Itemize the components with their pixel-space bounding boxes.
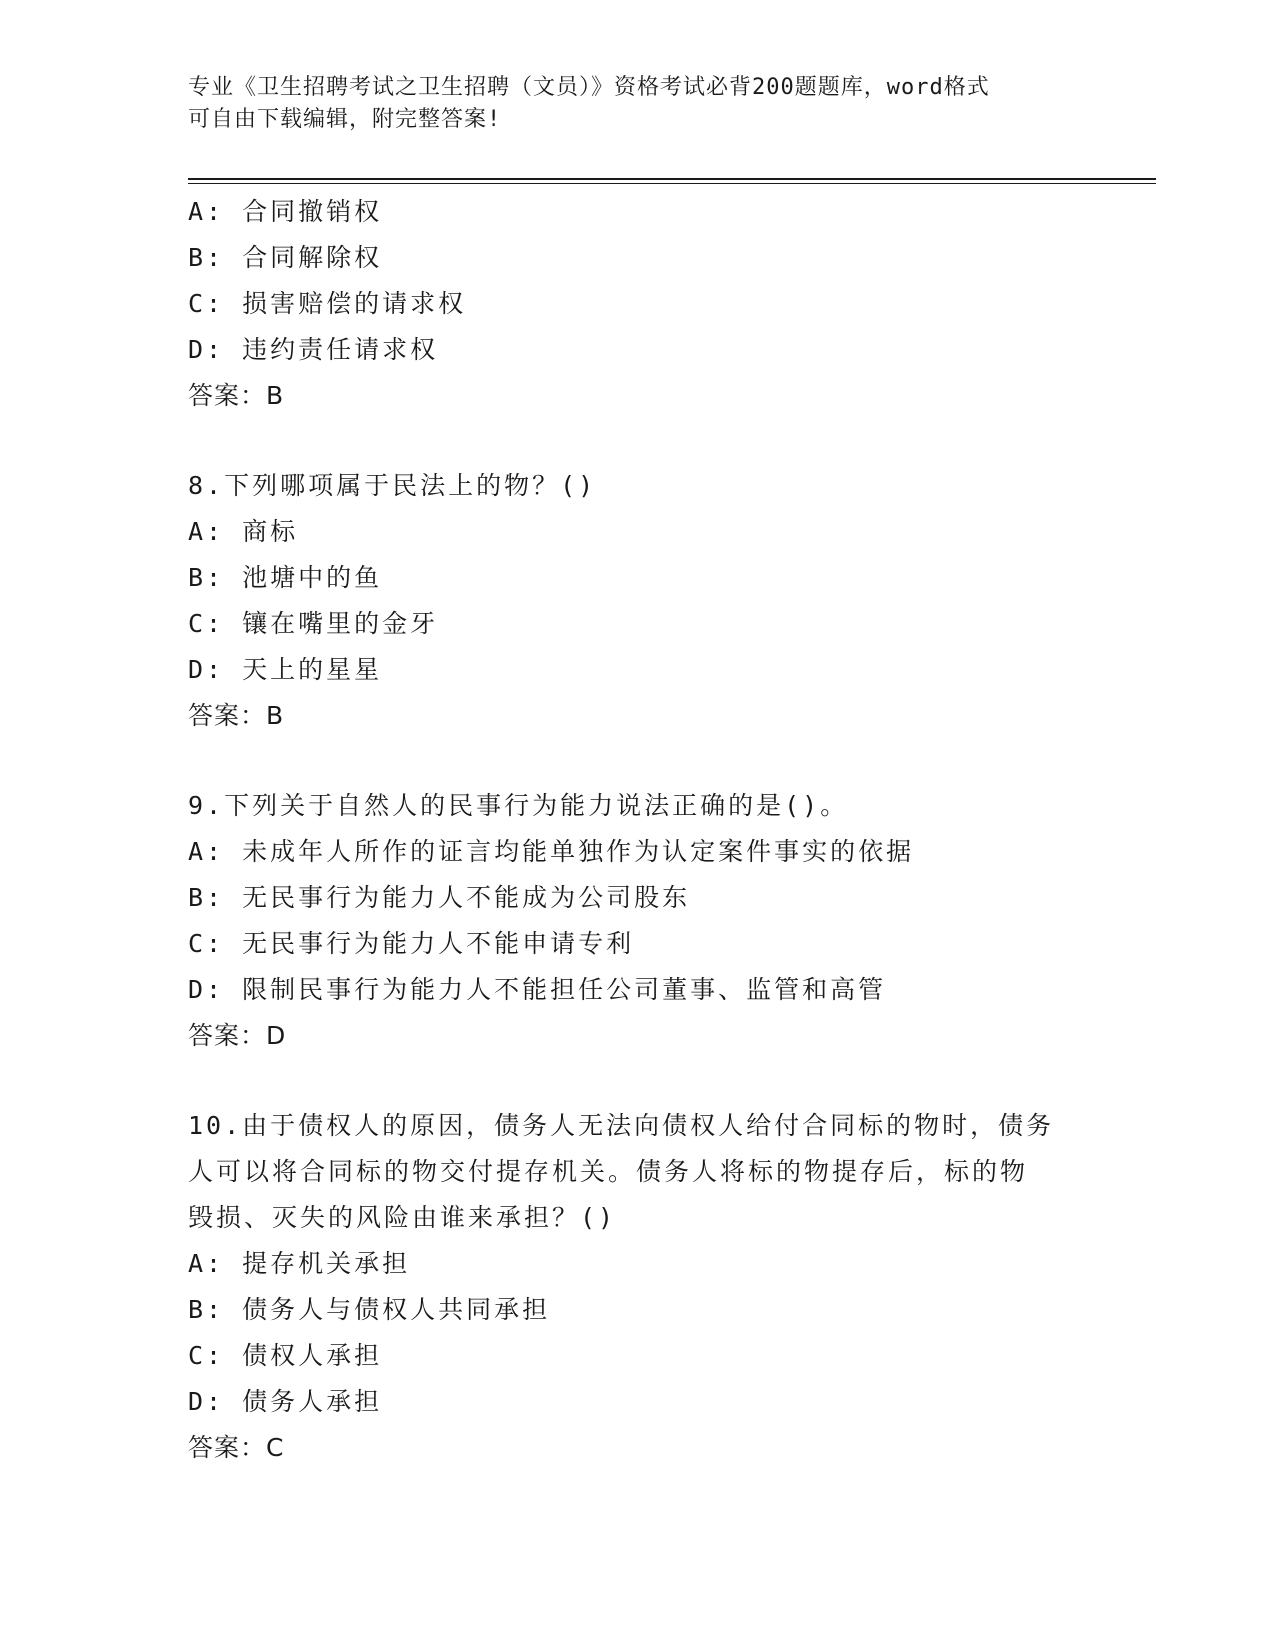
q10-option-d: D: 债务人承担	[188, 1387, 383, 1416]
q9-option-c: C: 无民事行为能力人不能申请专利	[188, 929, 635, 958]
question-7	[188, 189, 1088, 419]
q10-option-c: C: 债权人承担	[188, 1341, 383, 1370]
header-divider-thin	[188, 183, 1156, 184]
spacer	[188, 739, 1088, 783]
q8-answer: 答案：B	[188, 701, 285, 730]
document-header	[188, 72, 1068, 136]
q7-answer: 答案：B	[188, 381, 285, 410]
q7-option-b: B: 合同解除权	[188, 243, 383, 272]
q10-question-line-1: 10.由于债权人的原因，债务人无法向债权人给付合同标的物时，债务	[188, 1111, 1055, 1140]
spacer	[188, 419, 1088, 463]
q9-question: 9.下列关于自然人的民事行为能力说法正确的是()。	[188, 791, 849, 820]
q7-option-c: C: 损害赔偿的请求权	[188, 289, 467, 318]
question-list	[188, 189, 1088, 1471]
question-8	[188, 463, 1088, 739]
q10-question-line-3: 毁损、灭失的风险由谁来承担？()	[188, 1203, 617, 1232]
header-line-2: 可自由下载编辑，附完整答案!	[188, 107, 502, 132]
q8-option-a: A: 商标	[188, 517, 299, 546]
q10-answer: 答案：C	[188, 1433, 285, 1462]
q10-option-b: B: 债务人与债权人共同承担	[188, 1295, 551, 1324]
q9-answer: 答案：D	[188, 1021, 287, 1050]
q9-option-d: D: 限制民事行为能力人不能担任公司董事、监管和高管	[188, 975, 887, 1004]
q10-option-a: A: 提存机关承担	[188, 1249, 411, 1278]
header-divider-thick	[188, 178, 1156, 180]
q8-option-d: D: 天上的星星	[188, 655, 383, 684]
q7-option-a: A: 合同撤销权	[188, 197, 383, 226]
q8-option-b: B: 池塘中的鱼	[188, 563, 383, 592]
q10-question-line-2: 人可以将合同标的物交付提存机关。债务人将标的物提存后，标的物	[188, 1157, 1029, 1186]
question-10	[188, 1103, 1088, 1471]
q8-option-c: C: 镶在嘴里的金牙	[188, 609, 439, 638]
q8-question: 8.下列哪项属于民法上的物？()	[188, 471, 597, 500]
header-line-1: 专业《卫生招聘考试之卫生招聘（文员）》资格考试必背200题题库，word格式	[188, 75, 990, 100]
q9-option-b: B: 无民事行为能力人不能成为公司股东	[188, 883, 691, 912]
q7-option-d: D: 违约责任请求权	[188, 335, 439, 364]
q9-option-a: A: 未成年人所作的证言均能单独作为认定案件事实的依据	[188, 837, 915, 866]
spacer	[188, 1059, 1088, 1103]
question-9	[188, 783, 1088, 1059]
